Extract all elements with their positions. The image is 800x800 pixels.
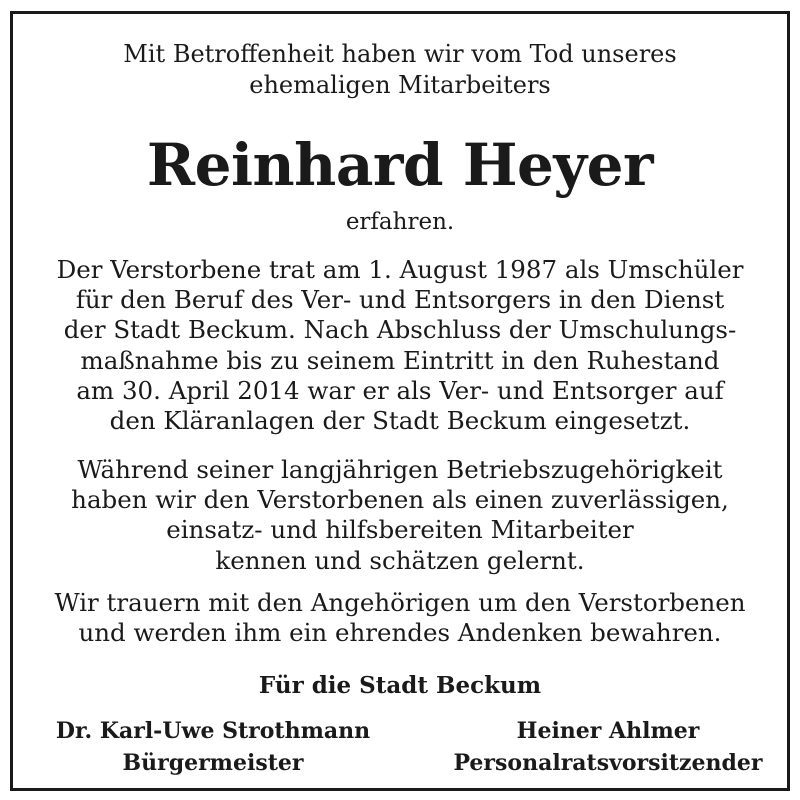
signatory-name: Dr. Karl-Uwe Strothmann [55, 718, 371, 744]
career-paragraph [13, 255, 787, 436]
mourning-paragraph [13, 588, 787, 648]
after-name-text: erfahren. [345, 209, 455, 235]
intro-text [13, 39, 787, 101]
signatory-name: Heiner Ahlmer [516, 718, 700, 744]
intro-line: ehemaligen Mitarbeiters [249, 71, 551, 99]
paragraph-line: einsatz- und hilfsbereiten Mitarbeiter [166, 515, 634, 545]
obituary-notice [10, 11, 790, 791]
signatory-role: Personalratsvorsitzender [453, 750, 763, 776]
paragraph-line: den Kläranlagen der Stadt Beckum eingesetzt. [109, 406, 691, 436]
signatory-mayor [43, 715, 383, 779]
signatory-council-chair [438, 715, 778, 779]
paragraph-line: für den Beruf des Ver- und Entsorgers in den Dienst [75, 285, 725, 315]
organization-line: Für die Stadt Beckum [258, 672, 542, 699]
appreciation-paragraph [13, 455, 787, 576]
signatory-role: Bürgermeister [122, 750, 304, 776]
paragraph-line: Während seiner langjährigen Betriebszugehörigkeit [77, 455, 723, 484]
paragraph-line: Wir trauern mit den Angehörigen um den Verstorbenen [54, 588, 746, 617]
deceased-name: Reinhard Heyer [146, 131, 654, 199]
paragraph-line: der Stadt Beckum. Nach Abschluss der Umschulungs- [63, 315, 737, 345]
paragraph-line: und werden ihm ein ehrendes Andenken bewahren. [78, 618, 722, 648]
paragraph-line: maßnahme bis zu seinem Eintritt in den Ruhestand [80, 345, 720, 375]
paragraph-line: haben wir den Verstorbenen als einen zuverlässigen, [71, 485, 729, 515]
paragraph-line: am 30. April 2014 war er als Ver- und Entsorger auf [76, 375, 724, 405]
paragraph-line: Der Verstorbene trat am 1. August 1987 als Umschüler [56, 255, 744, 284]
paragraph-line: kennen und schätzen gelernt. [215, 545, 585, 575]
intro-line: Mit Betroffenheit haben wir vom Tod unseres [123, 40, 677, 68]
